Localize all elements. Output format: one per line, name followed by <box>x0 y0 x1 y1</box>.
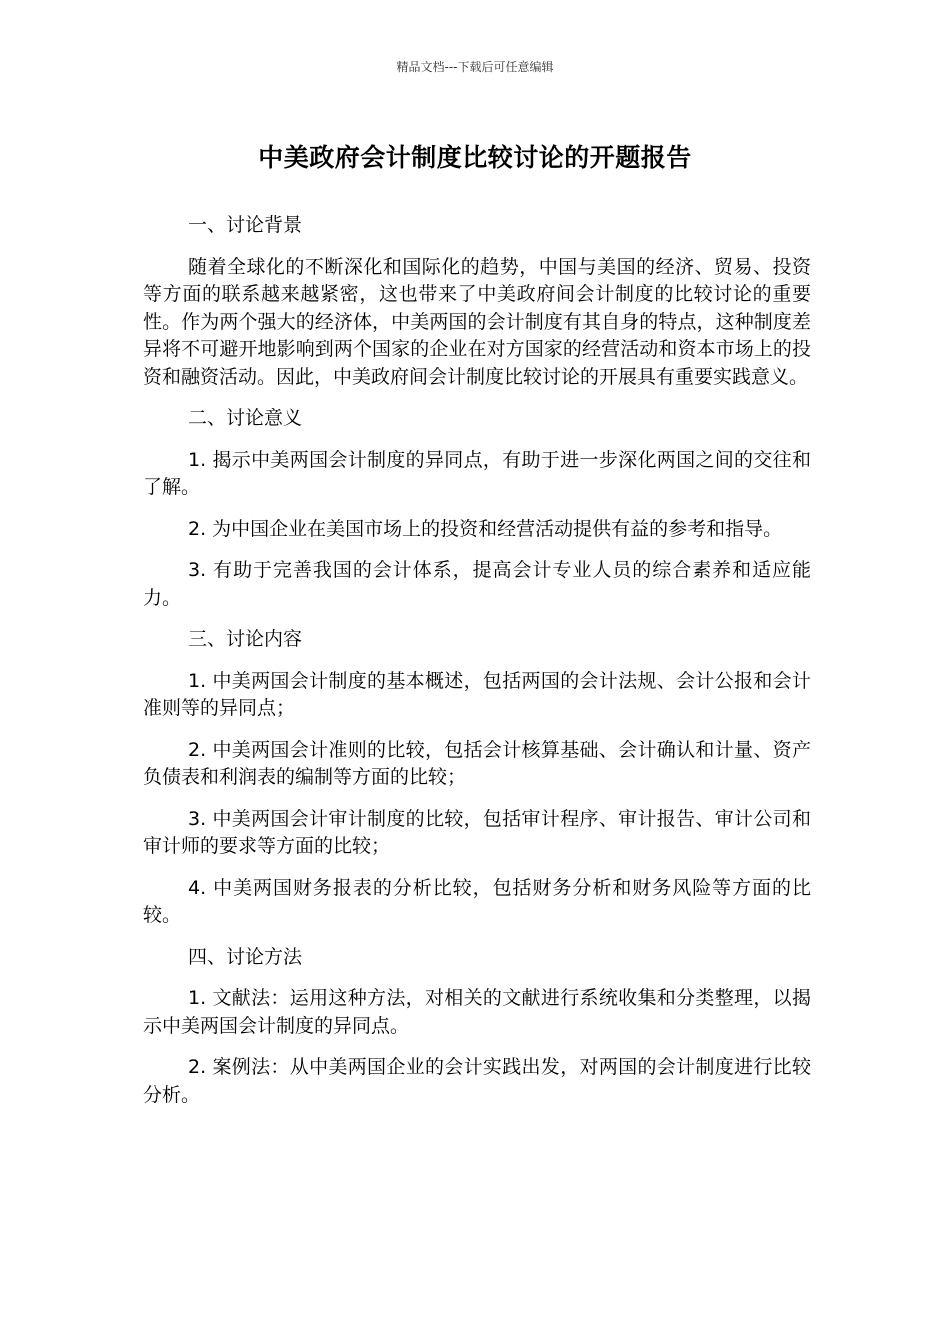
content-item-1: 1. 中美两国会计制度的基本概述，包括两国的会计法规、会计公报和会计准则等的异同点； <box>143 669 811 719</box>
section-heading-content: 三、讨论内容 <box>188 628 303 650</box>
document-body <box>143 212 811 1123</box>
significance-item-2: 2. 为中国企业在美国市场上的投资和经营活动提供有益的参考和指导。 <box>188 517 783 540</box>
methods-item-1: 1. 文献法：运用这种方法，对相关的文献进行系统收集和分类整理，以揭示中美两国会计制度的异同点。 <box>143 987 811 1037</box>
significance-item-3: 3. 有助于完善我国的会计体系，提高会计专业人员的综合素养和适应能力。 <box>143 559 811 609</box>
document-title: 中美政府会计制度比较讨论的开题报告 <box>258 143 692 172</box>
background-paragraph: 随着全球化的不断深化和国际化的趋势，中国与美国的经济、贸易、投资等方面的联系越来越紧密，这也带来了中美政府间会计制度的比较讨论的重要性。作为两个强大的经济体，中美两国的会计制度有其自身的特点，这种制度差异将不可避开地影响到两个国家的企业在对方国家的经营活动和资本市场上的投资和融资活动。因此，中美政府间会计制度比较讨论的开展具有重要实践意义。 <box>143 255 811 388</box>
content-item-4: 4. 中美两国财务报表的分析比较，包括财务分析和财务风险等方面的比较。 <box>143 876 811 926</box>
section-heading-background: 一、讨论背景 <box>188 214 303 236</box>
significance-item-1: 1. 揭示中美两国会计制度的异同点，有助于进一步深化两国之间的交往和了解。 <box>143 448 811 498</box>
methods-item-2: 2. 案例法：从中美两国企业的会计实践出发，对两国的会计制度进行比较分析。 <box>143 1056 811 1106</box>
page-header: 精品文档---下载后可任意编辑 <box>396 60 554 74</box>
section-heading-methods: 四、讨论方法 <box>188 945 303 968</box>
section-heading-significance: 二、讨论意义 <box>188 407 303 429</box>
content-item-2: 2. 中美两国会计准则的比较，包括会计核算基础、会计确认和计量、资产负债表和利润表的编制等方面的比较； <box>143 738 811 788</box>
content-item-3: 3. 中美两国会计审计制度的比较，包括审计程序、审计报告、审计公司和审计师的要求等方面的比较； <box>143 807 811 857</box>
